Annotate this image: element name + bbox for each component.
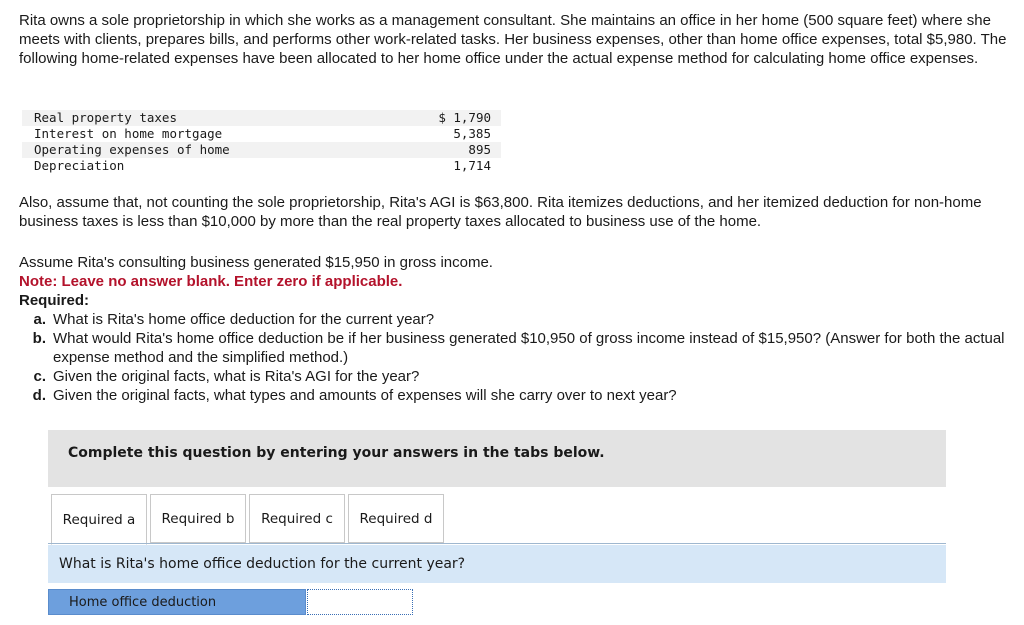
expense-label: Interest on home mortgage xyxy=(34,126,223,141)
tab-required-c[interactable]: Required c xyxy=(249,494,345,543)
instruction-panel xyxy=(48,430,946,487)
home-office-deduction-input[interactable] xyxy=(307,589,413,615)
answer-label-cell xyxy=(48,589,306,615)
problem-intro: Rita owns a sole proprietorship in which she works as a management consultant. She maintains an office in her home (500 square feet) where she meets with clients, prepares bills, and performs other work-related tasks. Her business expenses, other than home office expenses, total $5,980. The following home-related expenses have been allocated to her home office under the actual expense method for calculating home office expenses. xyxy=(19,12,1007,67)
table-row xyxy=(22,126,501,142)
requirement-text: What is Rita's home office deduction for the current year? xyxy=(53,311,435,328)
question-bar xyxy=(48,545,946,583)
question-text: What is Rita's home office deduction for the current year? xyxy=(59,556,466,572)
expense-amount: 1,714 xyxy=(453,158,491,173)
panel-instruction: Complete this question by entering your answers in the tabs below. xyxy=(68,445,605,461)
gross-income-block xyxy=(19,253,1011,310)
requirement-text: Given the original facts, what types and amounts of expenses will she carry over to next year? xyxy=(53,387,677,404)
requirement-text: What would Rita's home office deduction be if her business generated $10,950 of gross income instead of $15,950? (Answer for both the actual expense method and the simplified method.) xyxy=(53,330,1005,366)
list-item xyxy=(19,310,1009,329)
expense-label: Depreciation xyxy=(34,158,125,173)
table-row xyxy=(22,110,501,126)
note-text: Note: Leave no answer blank. Enter zero if applicable. xyxy=(19,273,403,290)
requirement-letter: b. xyxy=(32,330,46,347)
requirement-letter: c. xyxy=(33,368,46,385)
tab-divider xyxy=(48,543,946,544)
tab-required-b[interactable]: Required b xyxy=(150,494,246,543)
tab-required-d[interactable]: Required d xyxy=(348,494,444,543)
requirement-letter: d. xyxy=(32,387,46,404)
required-heading: Required: xyxy=(19,292,90,309)
table-row xyxy=(22,158,501,174)
table-row xyxy=(22,142,501,158)
expense-label: Operating expenses of home xyxy=(22,142,422,158)
requirements-list xyxy=(19,310,1009,405)
tab-bar xyxy=(51,494,447,545)
expense-amount: $ 1,790 xyxy=(422,110,501,126)
expense-label: Real property taxes xyxy=(22,110,422,126)
expense-amount: 5,385 xyxy=(453,126,491,141)
expense-table xyxy=(22,110,501,174)
tab-required-a[interactable]: Required a xyxy=(51,494,147,545)
list-item xyxy=(19,367,1009,386)
expense-amount: 895 xyxy=(422,142,501,158)
answer-label: Home office deduction xyxy=(69,595,217,610)
list-item xyxy=(19,386,1009,405)
requirement-letter: a. xyxy=(33,311,46,328)
requirement-text: Given the original facts, what is Rita's AGI for the year? xyxy=(53,368,420,385)
agi-paragraph: Also, assume that, not counting the sole proprietorship, Rita's AGI is $63,800. Rita itemizes deductions, and her itemized deduction for non-home business taxes is less than $10,000 by more than the real property taxes allocated to business use of the home. xyxy=(19,194,982,230)
gross-income-text: Assume Rita's consulting business generated $15,950 in gross income. xyxy=(19,254,493,271)
list-item xyxy=(19,329,1009,367)
